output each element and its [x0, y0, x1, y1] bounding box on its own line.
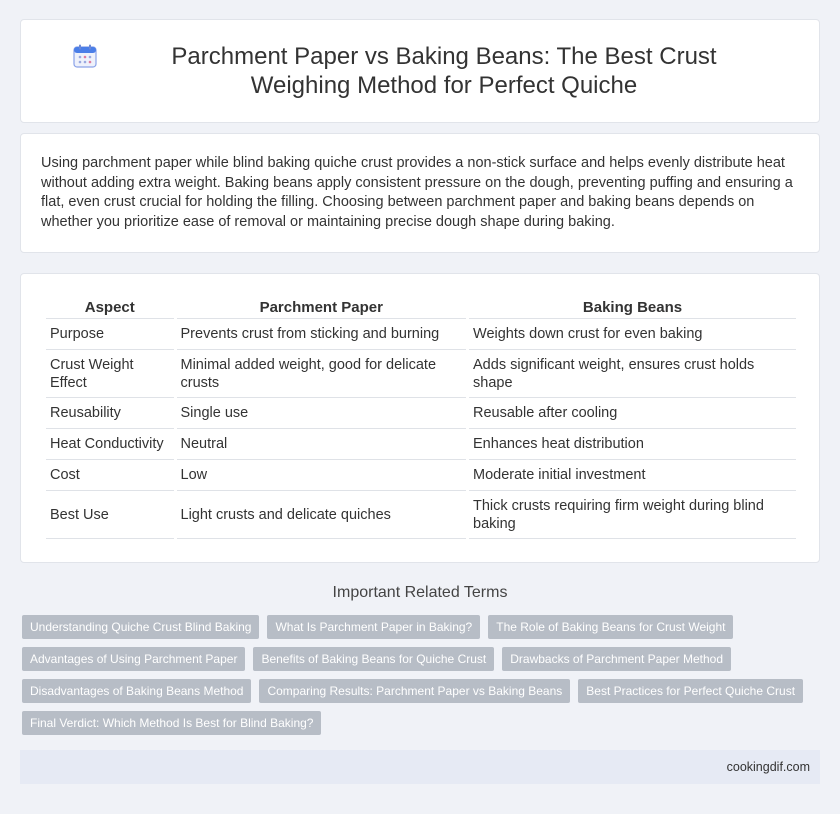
table-cell: Minimal added weight, good for delicate crusts [177, 350, 467, 398]
table-cell: Cost [46, 460, 174, 491]
table-cell: Thick crusts requiring firm weight during blind baking [469, 491, 796, 539]
related-tag[interactable]: Final Verdict: Which Method Is Best for Blind Baking? [22, 711, 321, 735]
table-cell: Prevents crust from sticking and burning [177, 319, 467, 350]
table-cell: Reusable after cooling [469, 398, 796, 429]
related-terms-heading: Important Related Terms [332, 584, 508, 601]
page-title: Parchment Paper vs Baking Beans: The Best Crust Weighing Method for Perfect Quiche [171, 43, 717, 99]
table-cell: Enhances heat distribution [469, 429, 796, 460]
related-tag[interactable]: Best Practices for Perfect Quiche Crust [578, 679, 803, 703]
table-row [46, 460, 796, 491]
table-row [46, 429, 796, 460]
tag-row [22, 615, 822, 639]
intro-text: Using parchment paper while blind baking quiche crust provides a non-stick surface and helps evenly distribute heat without adding extra weight. Baking beans apply consistent pressure on the dough, preventing puffing and ensuring a flat, even crust crucial for holding the filling. Choosing between parchment paper and baking beans depends on whether you prioritize ease of removal or maintaining precise dough shape during baking. [41, 155, 793, 230]
table-row [46, 398, 796, 429]
related-tag[interactable]: Benefits of Baking Beans for Quiche Crust [253, 647, 494, 671]
footer-site-link[interactable]: cookingdif.com [726, 760, 810, 774]
related-terms-tags [22, 615, 822, 743]
footer [20, 750, 820, 784]
tag-row [22, 679, 822, 703]
related-tag[interactable]: Comparing Results: Parchment Paper vs Baking Beans [259, 679, 570, 703]
tag-row [22, 647, 822, 671]
related-tag[interactable]: Understanding Quiche Crust Blind Baking [22, 615, 259, 639]
related-tag[interactable]: Disadvantages of Baking Beans Method [22, 679, 251, 703]
related-tag[interactable]: Drawbacks of Parchment Paper Method [502, 647, 731, 671]
table-header-row [46, 296, 796, 319]
table-header-aspect: Aspect [46, 296, 174, 319]
table-cell: Reusability [46, 398, 174, 429]
table-row [46, 319, 796, 350]
comparison-table-card [20, 273, 820, 563]
table-header-beans: Baking Beans [469, 296, 796, 319]
table-cell: Best Use [46, 491, 174, 539]
table-cell: Neutral [177, 429, 467, 460]
related-tag[interactable]: What Is Parchment Paper in Baking? [267, 615, 480, 639]
table-cell: Light crusts and delicate quiches [177, 491, 467, 539]
table-cell: Heat Conductivity [46, 429, 174, 460]
table-cell: Weights down crust for even baking [469, 319, 796, 350]
tag-row [22, 711, 822, 735]
calendar-icon [71, 42, 99, 70]
table-cell: Moderate initial investment [469, 460, 796, 491]
table-header-parchment: Parchment Paper [177, 296, 467, 319]
comparison-table [43, 296, 799, 539]
table-cell: Crust Weight Effect [46, 350, 174, 398]
table-row [46, 491, 796, 539]
related-tag[interactable]: Advantages of Using Parchment Paper [22, 647, 245, 671]
table-cell: Single use [177, 398, 467, 429]
table-row [46, 350, 796, 398]
table-cell: Adds significant weight, ensures crust holds shape [469, 350, 796, 398]
related-tag[interactable]: The Role of Baking Beans for Crust Weight [488, 615, 733, 639]
table-cell: Low [177, 460, 467, 491]
table-cell: Purpose [46, 319, 174, 350]
intro-card [20, 133, 820, 253]
header-card [20, 19, 820, 123]
